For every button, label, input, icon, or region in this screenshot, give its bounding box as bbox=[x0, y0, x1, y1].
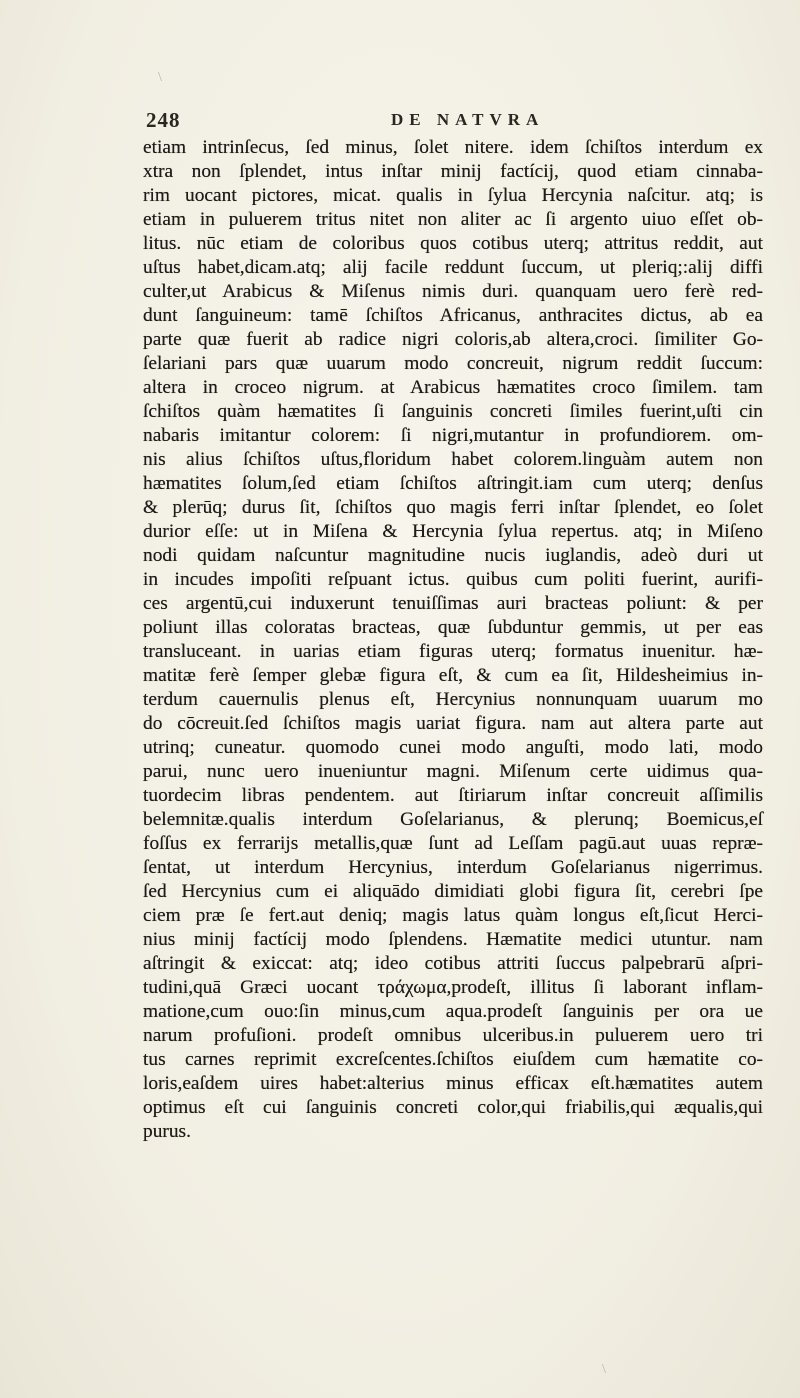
running-title: DE NATVRA bbox=[391, 110, 545, 129]
text-line: narum profuſioni. prodeſt omnibus ulceribus.in puluerem uero tri bbox=[143, 1025, 763, 1046]
text-line: etiam intrinſecus, ſed minus, ſolet nitere. idem ſchiſtos interdum ex bbox=[143, 137, 763, 158]
running-head bbox=[146, 108, 666, 136]
text-line: poliunt illas coloratas bracteas, quæ ſubduntur gemmis, ut per eas bbox=[143, 617, 763, 638]
text-line: foſſus ex ferrarijs metallis,quæ ſunt ad Leſſam pagū.aut uuas repræ- bbox=[143, 833, 763, 854]
page-number: 248 bbox=[146, 108, 181, 132]
text-line: matione,cum ouo:ſin minus,cum aqua.prodeſt ſanguinis per ora ue bbox=[143, 1001, 763, 1022]
text-line: optimus eſt cui ſanguinis concreti color,qui friabilis,qui æqualis,qui bbox=[143, 1097, 763, 1118]
text-line: parte quæ fuerit ab radice nigri coloris,ab altera,croci. ſimiliter Go- bbox=[143, 329, 763, 350]
text-line: uſtus habet,dicam.atq; alij facile reddunt ſuccum, ut pleriq;:alij diffi bbox=[143, 257, 763, 278]
text-line: belemnitæ.qualis interdum Goſelarianus, & plerunq; Boemicus,eſ bbox=[143, 809, 763, 830]
text-line: in incudes impoſiti reſpuant ictus. quibus cum politi fuerint, aurifi- bbox=[143, 569, 763, 590]
text-line-final bbox=[143, 1144, 763, 1168]
text-line: nius minij factícij modo ſplendens. Hæmatite medici utuntur. nam bbox=[143, 929, 763, 950]
text-line: ciem præ ſe fert.aut deniq; magis latus quàm longus eſt,ſicut Herci- bbox=[143, 905, 763, 926]
text-line: do cōcreuit.ſed ſchiſtos magis uariat figura. nam aut altera parte aut bbox=[143, 713, 763, 734]
text-line: tus carnes reprimit excreſcentes.ſchiſtos eiuſdem cum hæmatite co- bbox=[143, 1049, 763, 1070]
text-line: nodi quidam naſcuntur magnitudine nucis iuglandis, adeò duri ut bbox=[143, 545, 763, 566]
text-line: dunt ſanguineum: tamē ſchiſtos Africanus, anthracites dictus, ab ea bbox=[143, 305, 763, 326]
text-line: hæmatites ſolum,ſed etiam ſchiſtos aſtringit.iam cum uterq; denſus bbox=[143, 473, 763, 494]
text-line: ſelariani pars quæ uuarum modo concreuit, nigrum reddit ſuccum: bbox=[143, 353, 763, 374]
text-line: aſtringit & exiccat: atq; ideo cotibus attriti ſuccus palpebrarū aſpri- bbox=[143, 953, 763, 974]
text-line: loris,eaſdem uires habet:alterius minus efficax eſt.hæmatites autem bbox=[143, 1073, 763, 1094]
text-line: ces argentū,cui induxerunt tenuiſſimas auri bracteas poliunt: & per bbox=[143, 593, 763, 614]
text-line: terdum cauernulis plenus eſt, Hercynius nonnunquam uuarum mo bbox=[143, 689, 763, 710]
margin-mark: \ bbox=[602, 1362, 606, 1377]
body-text bbox=[143, 136, 763, 1168]
text-line: transluceant. in uarias etiam figuras uterq; formatus inuenitur. hæ- bbox=[143, 641, 763, 662]
text-line: ſentat, ut interdum Hercynius, interdum Goſelarianus nigerrimus. bbox=[143, 857, 763, 878]
text-line: nabaris imitantur colorem: ſi nigri,mutantur in profundiorem. om- bbox=[143, 425, 763, 446]
margin-mark: \ bbox=[158, 70, 162, 85]
text-line: rim uocant pictores, micat. qualis in ſylua Hercynia naſcitur. atq; is bbox=[143, 185, 763, 206]
text-line: & plerūq; durus ſit, ſchiſtos quo magis ferri inſtar ſplendet, eo ſolet bbox=[143, 497, 763, 518]
text-line: ſed Hercynius cum ei aliquādo dimidiati globi figura ſit, cerebri ſpe bbox=[143, 881, 763, 902]
text-line: utrinq; cuneatur. quomodo cunei modo anguſti, modo lati, modo bbox=[143, 737, 763, 758]
text-line: etiam in puluerem tritus nitet non aliter ac ſi argento uiuo eſſet ob- bbox=[143, 209, 763, 230]
text-line: tuordecim libras pendentem. aut ſtiriarum inſtar concreuit aſſimilis bbox=[143, 785, 763, 806]
text-line: litus. nūc etiam de coloribus quos cotibus uterq; attritus reddit, aut bbox=[143, 233, 763, 254]
text-line: ſchiſtos quàm hæmatites ſi ſanguinis concreti ſimiles fuerint,uſti cin bbox=[143, 401, 763, 422]
text-line: tudini,quā Græci uocant τράχωμα,prodeſt, illitus ſi laborant inflam- bbox=[143, 977, 763, 998]
text-line: matitæ ferè ſemper glebæ figura eſt, & cum ea ſit, Hildesheimius in- bbox=[143, 665, 763, 686]
text-line: parui, nunc uero inueniuntur magni. Miſenum certe uidimus qua- bbox=[143, 761, 763, 782]
text-line: durior eſſe: ut in Miſena & Hercynia ſylua repertus. atq; in Miſeno bbox=[143, 521, 763, 542]
text-line: altera in croceo nigrum. at Arabicus hæmatites croco ſimilem. tam bbox=[143, 377, 763, 398]
text-line: purus. bbox=[143, 1121, 191, 1142]
text-line: culter,ut Arabicus & Miſenus nimis duri. quanquam uero ferè red- bbox=[143, 281, 763, 302]
text-line: nis alius ſchiſtos uſtus,floridum habet colorem.linguàm autem non bbox=[143, 449, 763, 470]
text-line: xtra non ſplendet, intus inſtar minij factícij, quod etiam cinnaba- bbox=[143, 161, 763, 182]
